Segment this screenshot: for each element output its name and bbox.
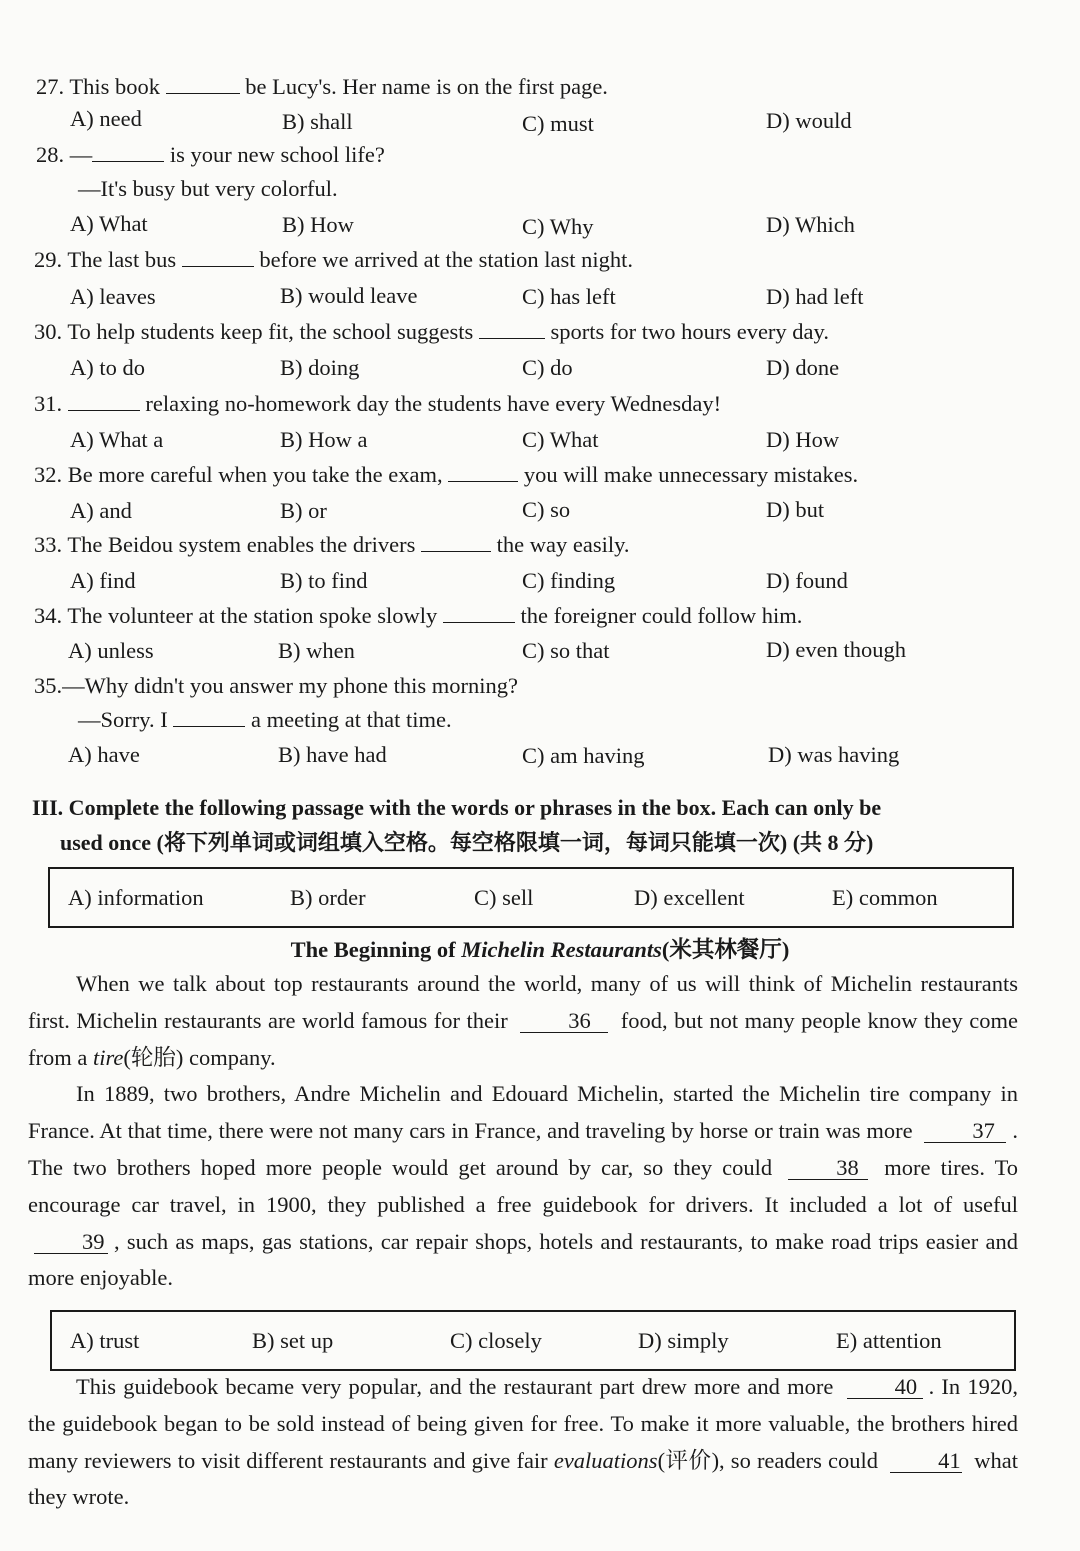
reply-text: a meeting at that time. <box>251 707 452 732</box>
reply-text: —It's busy but very colorful. <box>78 176 338 201</box>
word-option: D) excellent <box>634 884 745 910</box>
question-31 <box>34 391 721 417</box>
question-number: 33. <box>34 532 63 557</box>
question-number: 27. <box>36 74 65 99</box>
option[interactable]: A) find <box>70 568 136 593</box>
option[interactable]: C) so <box>522 497 571 522</box>
question-28 <box>36 142 385 168</box>
paragraph-text: . The two brothers hoped more people would get around by car, so they could <box>28 1118 1019 1180</box>
question-33 <box>34 532 630 558</box>
question-text: To help students keep fit, the school suggests <box>67 319 474 344</box>
question-30 <box>34 319 829 345</box>
answer-blank[interactable] <box>182 248 254 267</box>
answer-blank[interactable] <box>421 533 491 552</box>
paragraph-text: (评价), so readers could <box>657 1447 879 1473</box>
word-option: A) trust <box>70 1327 140 1353</box>
word-option: E) common <box>832 884 938 910</box>
paragraph <box>28 966 1018 1076</box>
option[interactable]: A) to do <box>70 355 145 380</box>
answer-blank[interactable] <box>166 75 240 94</box>
question-number: 32. <box>34 462 63 487</box>
option[interactable]: B) when <box>278 638 355 663</box>
title-main: The Beginning of <box>290 937 462 962</box>
question-number: 29. <box>34 247 63 272</box>
answer-blank-40[interactable]: 40 <box>847 1376 923 1399</box>
answer-blank-36[interactable]: 36 <box>520 1010 608 1033</box>
answer-blank-37[interactable]: 37 <box>924 1120 1006 1143</box>
option[interactable]: C) has left <box>522 284 616 309</box>
paragraph <box>28 1076 1018 1297</box>
title-cn: (米其林餐厅) <box>661 937 790 962</box>
question-text: you will make unnecessary mistakes. <box>523 462 859 487</box>
section-instruction-cn: used once (将下列单词或词组填入空格。每空格限填一词，每词只能填一次) (共 8 分) <box>60 830 874 855</box>
answer-blank[interactable] <box>448 463 518 482</box>
answer-blank-38[interactable]: 38 <box>788 1157 868 1180</box>
option[interactable]: D) Which <box>766 212 855 237</box>
option[interactable]: A) need <box>70 106 142 131</box>
reply-line <box>78 707 452 733</box>
question-35 <box>34 673 518 699</box>
word-option: D) simply <box>638 1327 729 1353</box>
question-text: —Why didn't you answer my phone this morning? <box>62 673 518 698</box>
answer-blank-41[interactable]: 41 <box>890 1450 962 1473</box>
option[interactable]: D) but <box>766 497 825 522</box>
question-text: be Lucy's. Her name is on the first page. <box>245 74 608 99</box>
option[interactable]: D) done <box>766 355 840 380</box>
question-number: 28. <box>36 142 65 167</box>
paragraph-text: , such as maps, gas stations, car repair shops, hotels and restaurants, to make road trips easier and more enjoyable. <box>28 1228 1018 1291</box>
paragraph-italic: evaluations <box>553 1447 658 1473</box>
option[interactable]: B) would leave <box>280 283 418 308</box>
question-number: 35. <box>34 673 63 698</box>
section-instruction: III. Complete the following passage with the words or phrases in the box. Each can only be <box>32 795 882 820</box>
option[interactable]: A) leaves <box>70 284 156 309</box>
word-box-1 <box>48 867 1014 928</box>
option[interactable]: C) do <box>522 355 573 380</box>
title-italic: Michelin Restaurants <box>461 937 662 962</box>
option[interactable]: B) to find <box>280 568 368 593</box>
question-27 <box>36 74 608 100</box>
paragraph-text: (轮胎) company. <box>123 1044 276 1070</box>
paragraph-text: food, but not many people know they come from a <box>28 1007 1018 1070</box>
word-option: E) attention <box>836 1327 942 1353</box>
paragraph <box>28 1369 1018 1516</box>
paragraph-text: This guidebook became very popular, and the restaurant part drew more and more <box>76 1374 834 1399</box>
question-text: is your new school life? <box>169 142 385 167</box>
option[interactable]: B) shall <box>282 109 353 134</box>
option[interactable]: A) unless <box>68 638 154 663</box>
option[interactable]: C) What <box>522 427 599 452</box>
option[interactable]: C) am having <box>522 743 645 768</box>
word-option: B) set up <box>252 1327 334 1353</box>
option[interactable]: B) have had <box>278 742 387 767</box>
option[interactable]: C) Why <box>522 214 594 239</box>
word-option: C) closely <box>450 1327 542 1353</box>
option[interactable]: A) What <box>70 211 148 236</box>
question-text: — <box>69 142 93 167</box>
option[interactable]: B) or <box>280 498 327 523</box>
question-34 <box>34 603 802 629</box>
option[interactable]: C) so that <box>522 638 610 663</box>
option[interactable]: D) found <box>766 568 848 593</box>
option[interactable]: B) doing <box>280 355 360 380</box>
paragraph-text: . In 1920, the guidebook began to be sold instead of being given for free. To make it more valuable, the brothers hired many reviewers to visit different restaurants and give fair <box>28 1374 1018 1473</box>
paragraph-text: more tires. To encourage car travel, in 1900, they published a free guidebook for drivers. It included a lot of useful <box>28 1154 1019 1217</box>
question-text: sports for two hours every day. <box>550 319 829 344</box>
option[interactable]: B) How a <box>280 427 368 452</box>
question-text: The last bus <box>67 247 177 272</box>
question-29 <box>34 247 633 273</box>
paragraph-text: In 1889, two brothers, Andre Michelin and Edouard Michelin, started the Michelin tire company in France. At that time, there were not many cars in France, and traveling by horse or train was more <box>28 1081 1018 1144</box>
word-option: C) sell <box>474 884 534 910</box>
option[interactable]: D) had left <box>766 284 864 309</box>
option[interactable]: B) How <box>282 212 354 237</box>
option[interactable]: D) even though <box>766 637 906 662</box>
paragraph-italic: tire <box>92 1044 124 1070</box>
answer-blank[interactable] <box>479 320 545 339</box>
paragraph-text: what they wrote. <box>28 1447 1019 1510</box>
option[interactable]: D) would <box>766 108 852 133</box>
option[interactable]: D) How <box>766 427 840 452</box>
question-number: 34. <box>34 603 63 628</box>
question-text: relaxing no-homework day the students have every Wednesday! <box>145 391 722 416</box>
word-option: B) order <box>290 884 366 910</box>
question-number: 31. <box>34 391 63 416</box>
answer-blank[interactable] <box>68 392 140 411</box>
option[interactable]: C) must <box>522 111 594 136</box>
option[interactable]: A) What a <box>70 427 164 452</box>
word-box-2 <box>50 1310 1016 1371</box>
question-text: The Beidou system enables the drivers <box>67 532 416 557</box>
answer-blank-39[interactable]: 39 <box>34 1231 108 1254</box>
passage-part-2 <box>28 1369 1018 1516</box>
question-text: This book <box>69 74 160 99</box>
question-text: before we arrived at the station last night. <box>259 247 633 272</box>
option[interactable]: D) was having <box>768 742 900 767</box>
option[interactable]: C) finding <box>522 568 616 593</box>
question-number: 30. <box>34 319 63 344</box>
paragraph-text: When we talk about top restaurants around the world, many of us will think of Michelin restaurants first. Michelin restaurants are world famous for their <box>28 971 1018 1033</box>
option[interactable]: A) have <box>68 742 140 767</box>
section-heading <box>32 790 1032 860</box>
question-text: the foreigner could follow him. <box>520 603 803 628</box>
question-text: Be more careful when you take the exam, <box>67 462 443 487</box>
word-option: A) information <box>68 884 204 910</box>
answer-blank[interactable] <box>92 143 164 162</box>
reply-text: —Sorry. I <box>78 707 168 732</box>
passage-part-1 <box>28 966 1018 1297</box>
question-text: The volunteer at the station spoke slowly <box>67 603 438 628</box>
answer-blank[interactable] <box>173 708 245 727</box>
option[interactable]: A) and <box>70 498 132 523</box>
question-32 <box>34 462 858 488</box>
answer-blank[interactable] <box>443 604 515 623</box>
question-text: the way easily. <box>496 532 630 557</box>
passage-title <box>0 932 1080 964</box>
